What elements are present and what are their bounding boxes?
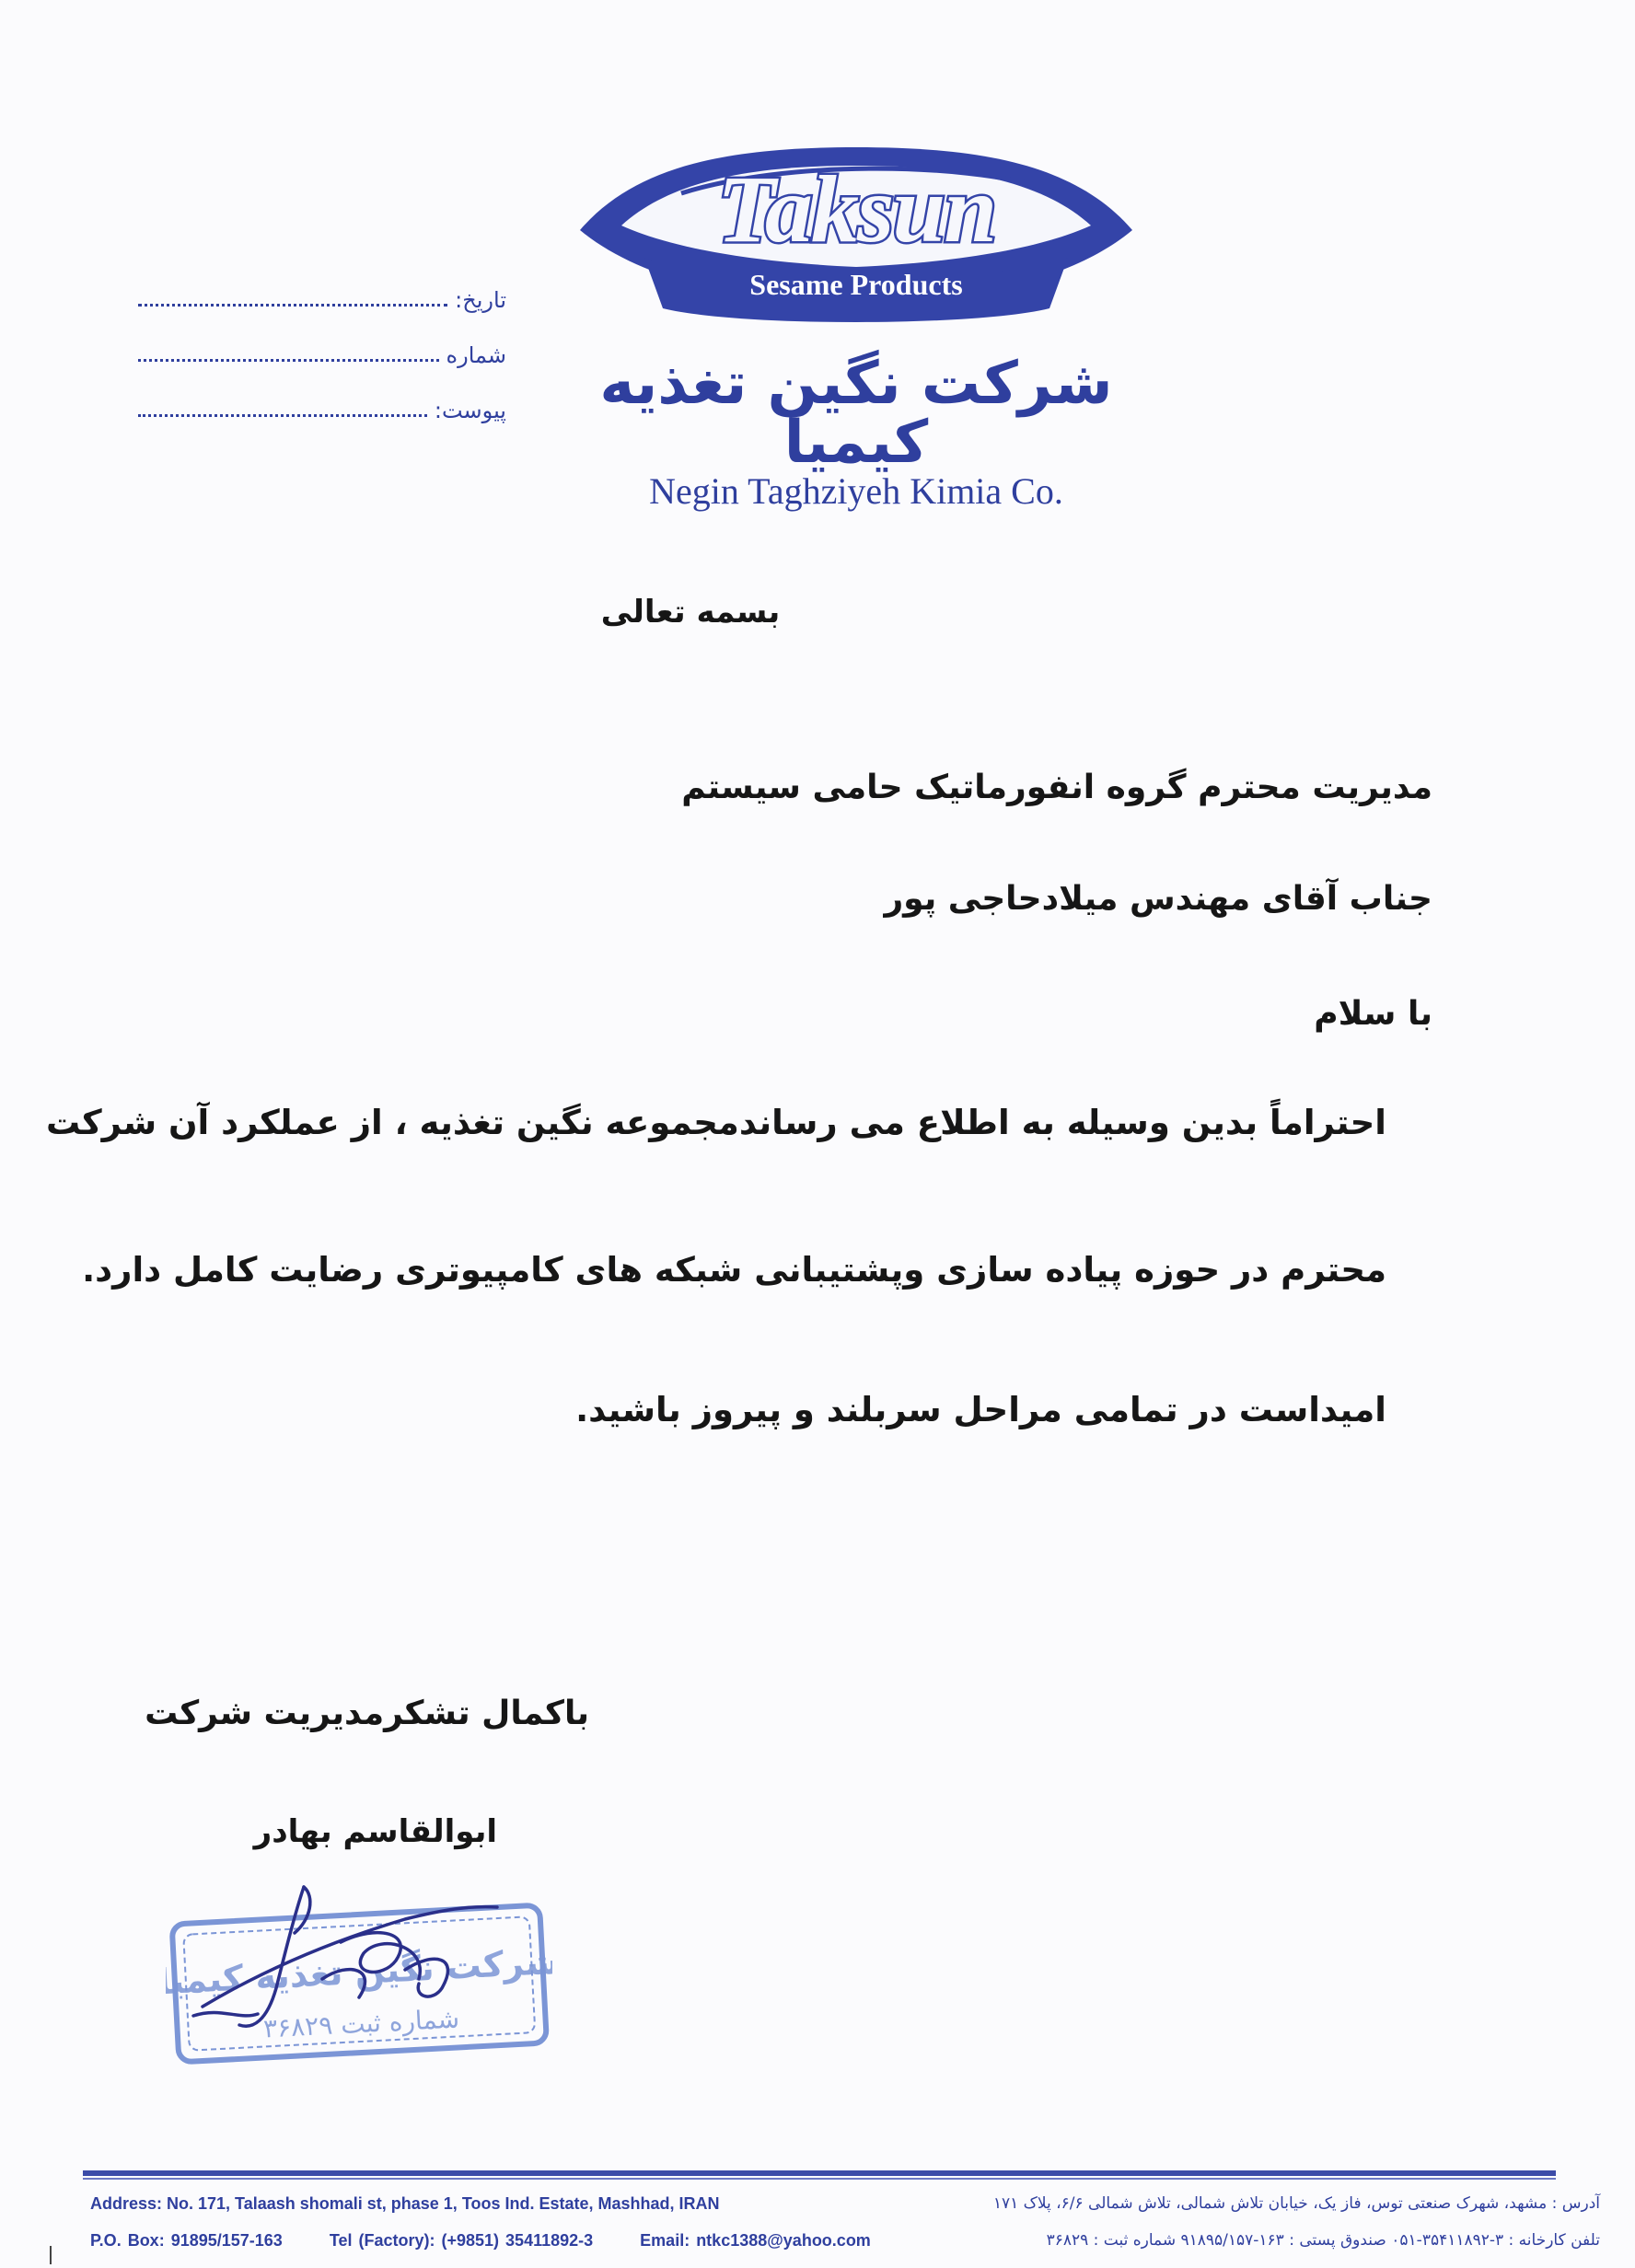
date-field xyxy=(138,276,506,313)
recipient-line-1: مدیریت محترم گروه انفورماتیک حامی سیستم xyxy=(681,769,1432,806)
date-blank xyxy=(138,304,447,307)
basmala: بسمه تعالی xyxy=(600,594,781,631)
recipient-line-2: جناب آقای مهندس میلادحاجی پور xyxy=(884,880,1432,918)
greeting: با سلام xyxy=(1314,995,1432,1033)
body-paragraph-2: محترم در حوزه پیاده سازی وپشتیبانی شبکه های کامپیوتری رضایت کامل دارد. xyxy=(82,1250,1386,1290)
signatory-name: ابوالقاسم بهادر xyxy=(253,1813,497,1850)
footer-po-box: P.O. Box: 91895/157-163 xyxy=(90,2231,283,2250)
company-name-fa: شرکت نگین تغذیه کیمیا xyxy=(599,350,1113,477)
footer-address-en: Address: No. 171, Talaash shomali st, phase 1, Toos Ind. Estate, Mashhad, IRAN xyxy=(90,2194,720,2213)
attachment-field xyxy=(138,387,506,423)
stamp-company: شرکت نگین تغذیه کیمیا xyxy=(166,1940,552,2003)
number-label: شماره xyxy=(446,342,506,368)
number-field xyxy=(138,331,506,368)
scan-margin-mark xyxy=(50,2246,52,2264)
stamp-registration: شماره ثبت ۳۶۸۲۹ xyxy=(262,2003,460,2044)
footer-email: Email: ntkc1388@yahoo.com xyxy=(640,2231,871,2250)
footer-address-fa: آدرس : مشهد، شهرک صنعتی توس، فاز یک، خیابان تلاش شمالی، تلاش شمالی ۶/۶، پلاک ۱۷۱ xyxy=(992,2194,1600,2213)
attachment-label: پیوست: xyxy=(434,398,506,423)
brand-wordmark: Taksun xyxy=(716,156,996,262)
attachment-blank xyxy=(138,414,427,417)
footer-contact-fa: تلفن کارخانه : ۳-۳۵۴۱۱۸۹۲-۰۵۱ صندوق پستی : ۱۶۳-۹۱۸۹۵/۱۵۷ شماره ثبت : ۳۶۸۲۹ xyxy=(1046,2231,1600,2250)
footer-contact-en xyxy=(90,2231,911,2251)
footer-divider xyxy=(83,2170,1556,2176)
company-stamp xyxy=(166,1869,552,2071)
closing-line: باکمال تشکرمدیریت شرکت xyxy=(145,1695,589,1732)
brand-tagline: Sesame Products xyxy=(749,268,963,301)
footer-phone: Tel (Factory): (+9851) 35411892-3 xyxy=(329,2231,594,2250)
date-label: تاریخ: xyxy=(455,287,506,313)
body-paragraph-3: امیداست در تمامی مراحل سربلند و پیروز باشید. xyxy=(575,1390,1386,1429)
taksun-logo xyxy=(571,138,1142,322)
body-paragraph-1: احتراماً بدین وسیله به اطلاع می رساندمجموعه نگین تغذیه ، از عملکرد آن شرکت xyxy=(46,1103,1386,1142)
number-blank xyxy=(138,359,439,362)
company-name-en: Negin Taghziyeh Kimia Co. xyxy=(649,470,1063,512)
footer-divider-thin xyxy=(83,2178,1556,2180)
